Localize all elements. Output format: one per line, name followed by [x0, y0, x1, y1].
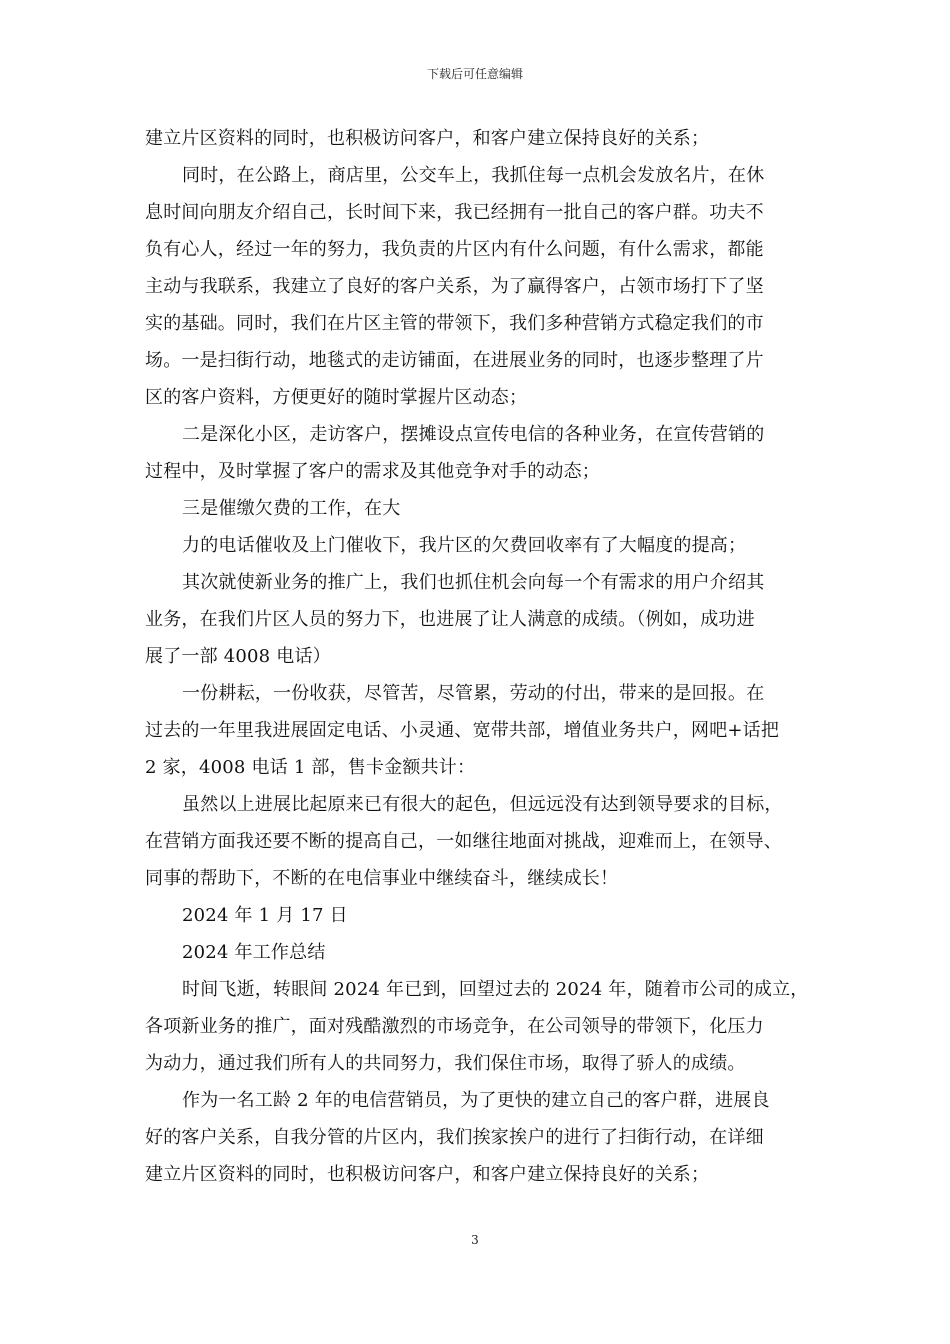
- text-line: 息时间向朋友介绍自己，长时间下来，我已经拥有一批自己的客户群。功夫不: [145, 202, 764, 223]
- text-line: 区的客户资料，方便更好的随时掌握片区动态；: [145, 387, 528, 408]
- text-line: 建立片区资料的同时，也积极访问客户，和客户建立保持良好的关系；: [145, 1164, 710, 1185]
- text-line: 过程中，及时掌握了客户的需求及其他竞争对手的动态；: [145, 461, 600, 482]
- text-line: 一份耕耘，一份收获，尽管苦，尽管累，劳动的付出，带来的是回报。在: [182, 683, 765, 704]
- text-line: 各项新业务的推广，面对残酷激烈的市场竞争，在公司领导的带领下，化压力: [145, 1016, 764, 1037]
- text-line: 展了一部 4008 电话）: [145, 646, 331, 667]
- text-line: 过去的一年里我进展固定电话、小灵通、宽带共部，增值业务共户，网吧+话把: [145, 720, 780, 741]
- text-line: 主动与我联系，我建立了良好的客户关系，为了赢得客户，占领市场打下了坚: [145, 276, 764, 297]
- text-line: 2 家，4008 电话 1 部，售卡金额共计：: [145, 757, 476, 778]
- date-line: 2024 年 1 月 17 日: [182, 905, 348, 926]
- text-line: 作为一名工龄 2 年的电信营销员，为了更快的建立自己的客户群，进展良: [182, 1090, 770, 1111]
- section-title: 2024 年工作总结: [182, 942, 326, 963]
- text-line: 实的基础。同时，我们在片区主管的带领下，我们多种营销方式稳定我们的市: [145, 313, 764, 334]
- text-line: 虽然以上进展比起原来已有很大的起色，但远远没有达到领导要求的目标，: [182, 794, 783, 815]
- text-line: 同事的帮助下，不断的在电信事业中继续奋斗，继续成长！: [145, 868, 619, 889]
- text-line: 在营销方面我还要不断的提高自己，一如继往地面对挑战，迎难而上，在领导、: [145, 831, 782, 852]
- text-line: 时间飞逝，转眼间 2024 年已到，回望过去的 2024 年，随着市公司的成立，: [182, 979, 809, 1000]
- text-line: 场。一是扫街行动，地毯式的走访铺面，在进展业务的同时，也逐步整理了片: [145, 350, 764, 371]
- text-line: 建立片区资料的同时，也积极访问客户，和客户建立保持良好的关系；: [145, 128, 710, 149]
- text-line: 二是深化小区，走访客户，摆摊设点宣传电信的各种业务，在宣传营销的: [182, 424, 765, 445]
- text-line: 好的客户关系，自我分管的片区内，我们挨家挨户的进行了扫街行动，在详细: [145, 1127, 764, 1148]
- text-line: 业务，在我们片区人员的努力下，也进展了让人满意的成绩。（例如，成功进: [145, 609, 755, 630]
- text-line: 同时，在公路上，商店里，公交车上，我抓住每一点机会发放名片，在休: [182, 165, 765, 186]
- text-line: 其次就使新业务的推广上，我们也抓住机会向每一个有需求的用户介绍其: [182, 572, 765, 593]
- page-number: 3: [471, 1233, 479, 1247]
- page-header: 下载后可任意编辑: [426, 67, 523, 81]
- text-line: 三是催缴欠费的工作，在大: [182, 498, 401, 519]
- text-line: 为动力，通过我们所有人的共同努力，我们保住市场，取得了骄人的成绩。: [145, 1053, 746, 1074]
- body-text: [145, 120, 810, 1193]
- text-line: 力的电话催收及上门催收下，我片区的欠费回收率有了大幅度的提高；: [182, 535, 747, 556]
- text-line: 负有心人，经过一年的努力，我负责的片区内有什么问题，有什么需求，都能: [145, 239, 764, 260]
